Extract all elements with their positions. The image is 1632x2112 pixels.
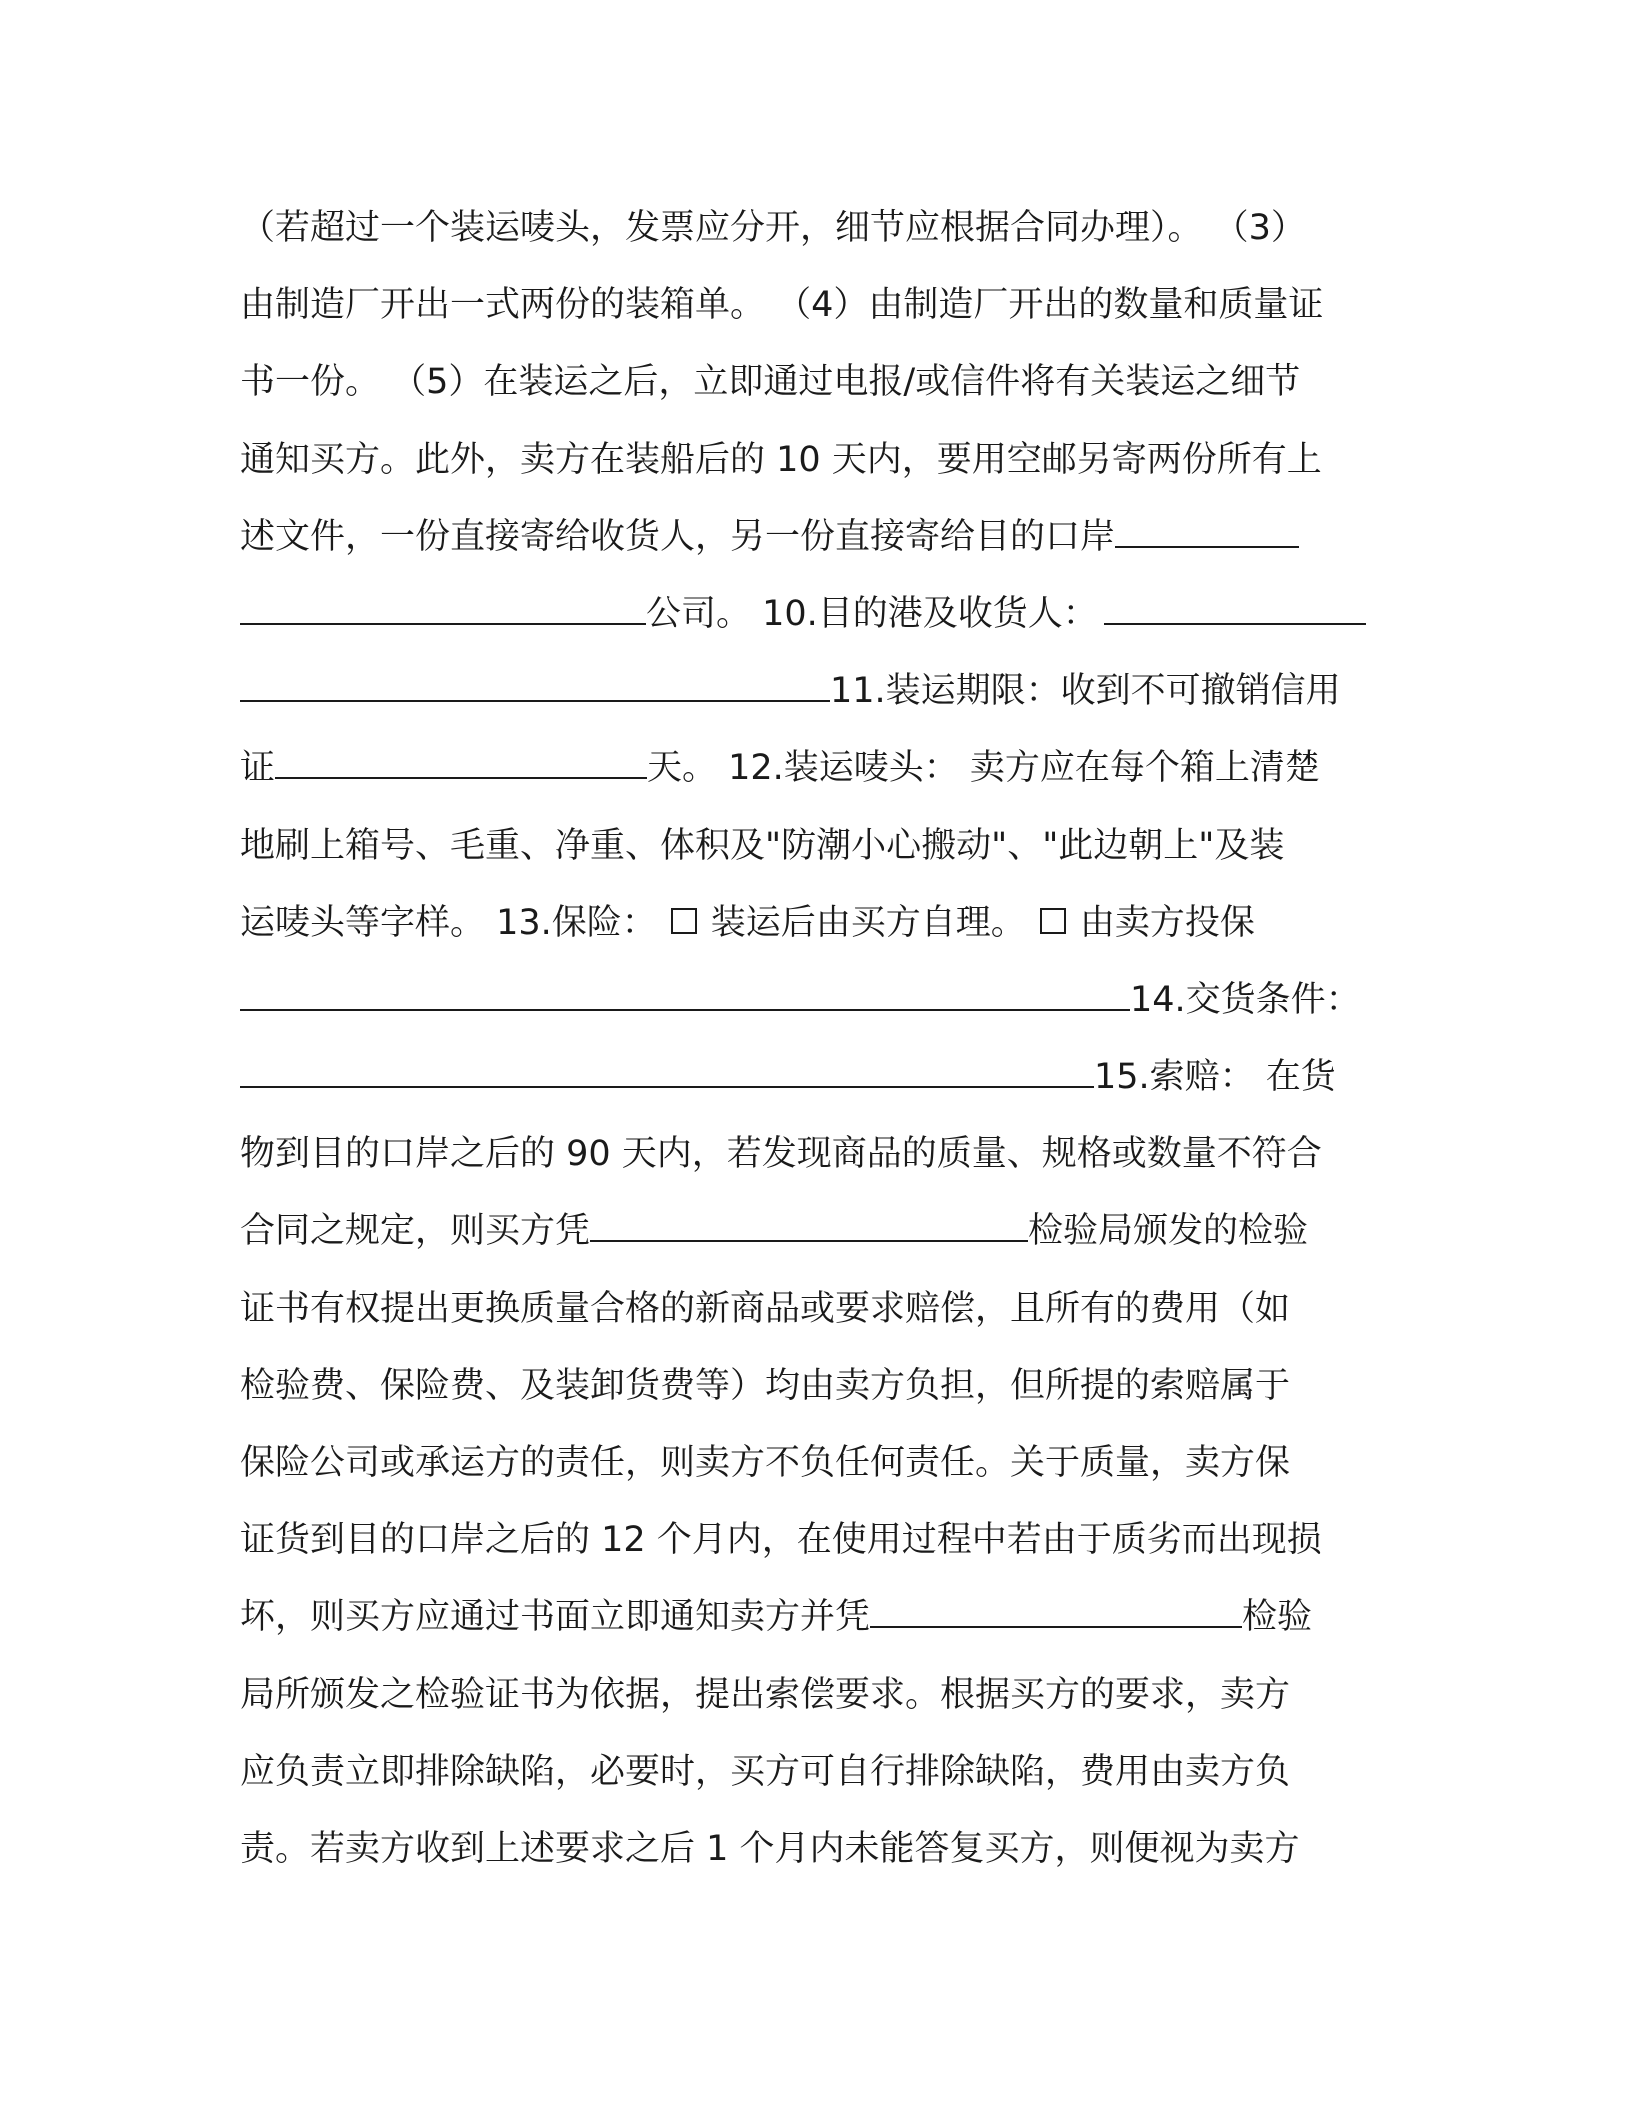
checkbox-seller-insure[interactable] [1040,908,1066,934]
fill-in-blank [275,744,647,779]
text-line-14 [240,1193,1400,1270]
text-line-10 [240,885,1400,962]
text-span: 应负责立即排除缺陷，必要时，买方可自行排除缺陷，费用由卖方负 [240,1751,1291,1792]
text-span: 11.装运期限：收到不可撤销信用 [830,671,1341,712]
text-span: 通知买方。此外，卖方在装船后的 10 天内，要用空邮另寄两份所有上 [240,439,1322,480]
text-span: 15.索赔： 在货 [1094,1057,1336,1098]
text-span: 检验费、保险费、及装卸货费等）均由卖方负担，但所提的索赔属于 [240,1365,1291,1406]
text-span: 责。若卖方收到上述要求之后 1 个月内未能答复买方，则便视为卖方 [240,1828,1300,1869]
text-span: 运唛头等字样。 13.保险： [240,902,657,943]
text-line-18 [240,1502,1400,1579]
fill-in-blank [1104,590,1366,625]
text-span: 公司。 10.目的港及收货人： [646,593,1098,634]
text-line-5 [240,499,1400,576]
text-span: 地刷上箱号、毛重、净重、体积及"防潮小心搬动"、"此边朝上"及装 [240,825,1285,866]
text-span: 装运后由买方自理。 [710,902,1026,943]
text-span: 检验局颁发的检验 [1028,1211,1309,1252]
text-line-2 [240,267,1400,344]
text-span: 书一份。 （5）在装运之后，立即通过电报/或信件将有关装运之细节 [240,362,1301,403]
text-span: 证 [240,748,276,789]
text-span: 保险公司或承运方的责任，则卖方不负任何责任。关于质量，卖方保 [240,1443,1291,1483]
text-line-22 [240,1811,1400,1888]
text-span: 局所颁发之检验证书为依据，提出索偿要求。根据买方的要求，卖方 [240,1674,1291,1715]
text-line-1 [240,190,1400,267]
fill-in-blank [870,1593,1242,1628]
text-span: 天。 12.装运唛头： 卖方应在每个箱上清楚 [647,748,1320,789]
text-span: （若超过一个装运唛头，发票应分开，细节应根据合同办理）。 （3） [240,208,1306,248]
fill-in-blank [240,1053,1094,1088]
text-span: 由制造厂开出一式两份的装箱单。 （4）由制造厂开出的数量和质量证 [240,285,1324,326]
text-span: 物到目的口岸之后的 90 天内，若发现商品的质量、规格或数量不符合 [240,1134,1322,1175]
fill-in-blank [1115,513,1299,548]
fill-in-blank [590,1207,1028,1242]
text-span: 检验 [1242,1597,1313,1638]
fill-in-blank [240,667,830,702]
text-line-6 [240,576,1400,653]
text-span: 14.交货条件： [1130,979,1361,1020]
text-span: 证书有权提出更换质量合格的新商品或要求赔偿，且所有的费用（如 [240,1288,1291,1329]
text-line-3 [240,344,1400,421]
text-line-21 [240,1734,1400,1811]
text-span: 合同之规定，则买方凭 [240,1211,591,1252]
text-line-17 [240,1425,1400,1502]
text-line-7 [240,653,1400,730]
text-line-11 [240,962,1400,1039]
text-line-15 [240,1271,1400,1348]
contract-text [240,190,1400,1888]
text-line-12 [240,1039,1400,1116]
text-line-19 [240,1579,1400,1656]
text-line-16 [240,1348,1400,1425]
text-line-13 [240,1116,1400,1193]
text-span: 坏，则买方应通过书面立即通知卖方并凭 [240,1597,871,1638]
text-line-4 [240,422,1400,499]
text-span: 述文件，一份直接寄给收货人，另一份直接寄给目的口岸 [240,516,1116,557]
text-line-8 [240,730,1400,807]
text-span: 由卖方投保 [1079,902,1255,943]
text-span: 证货到目的口岸之后的 12 个月内，在使用过程中若由于质劣而出现损 [240,1520,1322,1561]
checkbox-self-insure[interactable] [671,908,697,934]
fill-in-blank [240,590,646,625]
text-line-20 [240,1657,1400,1734]
fill-in-blank [240,976,1130,1011]
text-line-9 [240,808,1400,885]
